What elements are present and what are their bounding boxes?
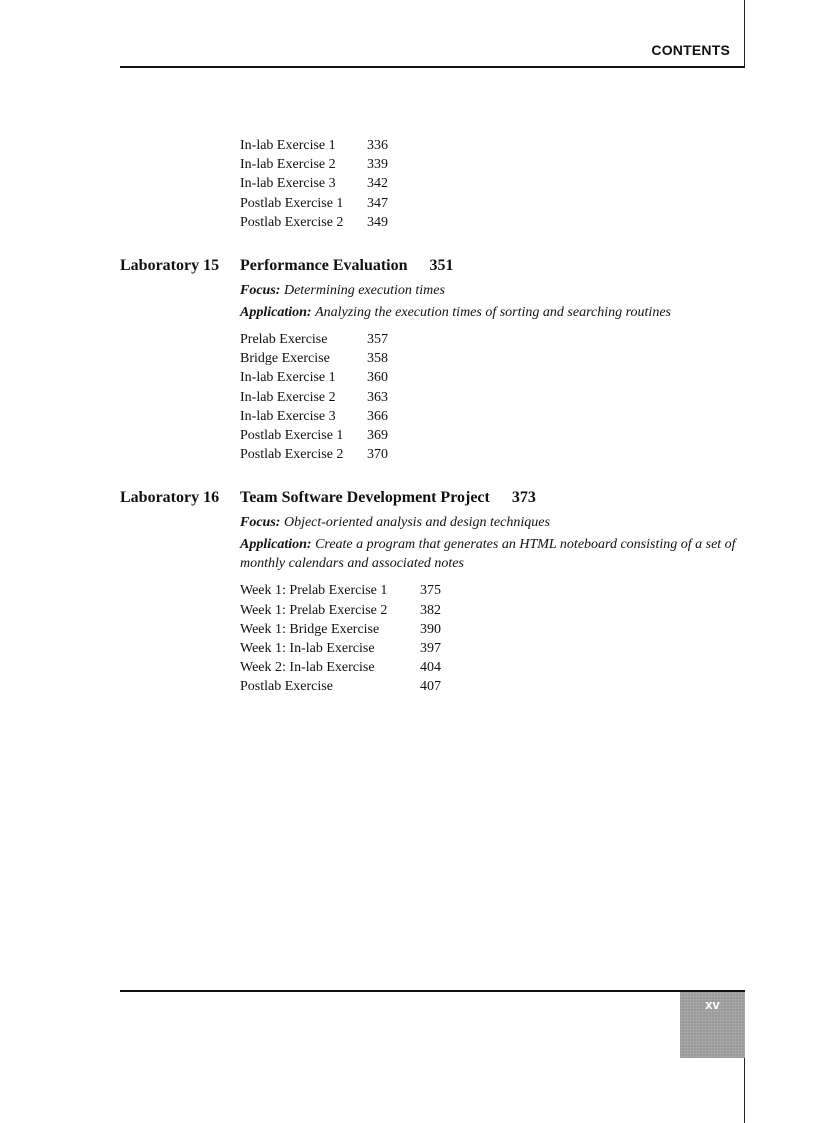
entry-label: Week 1: Prelab Exercise 2: [240, 602, 388, 618]
margin-line-top: [744, 0, 745, 68]
lab-title: Performance Evaluation: [240, 257, 408, 275]
entry-label: Week 1: In-lab Exercise: [240, 641, 375, 657]
entry-page: 375: [420, 583, 441, 599]
entry-label: Week 1: Prelab Exercise 1: [240, 583, 388, 599]
page-number-tab: [680, 992, 745, 1058]
entry-page: 370: [367, 447, 388, 463]
lab-application: [240, 535, 750, 573]
running-head: CONTENTS: [651, 42, 730, 58]
entry-label: In-lab Exercise 2: [240, 157, 336, 173]
toc-entry[interactable]: [240, 388, 750, 407]
entry-label: In-lab Exercise 1: [240, 138, 336, 153]
entry-label: In-lab Exercise 2: [240, 389, 336, 405]
toc-entry[interactable]: [240, 349, 750, 368]
lab-focus: [240, 281, 750, 300]
toc-entry[interactable]: [240, 136, 750, 155]
toc-entry[interactable]: [240, 426, 750, 445]
entry-label: Week 1: Bridge Exercise: [240, 621, 380, 637]
entry-page: 382: [420, 602, 441, 618]
entry-page: 358: [367, 351, 388, 367]
lab-page: 351: [429, 257, 454, 275]
header-rule: [120, 66, 745, 68]
focus-label: Focus:: [240, 283, 281, 299]
toc-entry[interactable]: [240, 213, 750, 232]
entry-label: Postlab Exercise 1: [240, 195, 344, 211]
application-label: Application:: [240, 305, 312, 321]
entry-page: 360: [367, 370, 388, 386]
application-label: Application:: [240, 537, 312, 553]
lab-title-row[interactable]: [240, 486, 750, 510]
toc-entry[interactable]: [240, 194, 750, 213]
entry-page: 369: [367, 428, 388, 444]
entry-page: 407: [420, 679, 441, 695]
lab-section-16: [120, 486, 750, 696]
lab-title-row[interactable]: [240, 254, 750, 278]
entry-label: In-lab Exercise 1: [240, 370, 336, 386]
toc-entry[interactable]: [240, 174, 750, 193]
entry-label: Bridge Exercise: [240, 351, 330, 367]
toc-entry[interactable]: [240, 581, 750, 600]
toc-entry[interactable]: [240, 407, 750, 426]
entry-page: 342: [367, 176, 388, 192]
entry-label: In-lab Exercise 3: [240, 408, 336, 424]
entry-label: Week 2: In-lab Exercise: [240, 660, 375, 676]
application-text: Create a program that generates an HTML noteboard consisting of a set of monthly calendars and associated notes: [240, 537, 736, 572]
toc-entry[interactable]: [240, 620, 750, 639]
entry-label: In-lab Exercise 3: [240, 176, 336, 192]
entry-page: 347: [367, 195, 388, 211]
entry-page: 366: [367, 408, 388, 424]
lab-label: Laboratory 15: [120, 257, 220, 275]
lab-title: Team Software Development Project: [240, 489, 490, 507]
page-number: xv: [705, 997, 720, 1012]
lab-items: [240, 581, 750, 696]
entry-page: 349: [367, 214, 388, 230]
toc-entry[interactable]: [240, 155, 750, 174]
margin-line-bottom: [744, 1058, 745, 1123]
lab-page: 373: [511, 489, 536, 507]
entry-page: 404: [420, 660, 441, 676]
entry-page: 357: [367, 332, 388, 348]
toc-entry[interactable]: [240, 445, 750, 464]
lab-items: [240, 330, 750, 464]
entry-page: 336: [367, 138, 388, 153]
toc-entry[interactable]: [240, 601, 750, 620]
entry-page: 339: [367, 157, 388, 173]
entry-label: Postlab Exercise: [240, 679, 333, 695]
lab-label: Laboratory 16: [120, 489, 220, 507]
focus-label: Focus:: [240, 515, 281, 531]
lab-application: [240, 303, 750, 322]
entry-label: Postlab Exercise 2: [240, 447, 344, 463]
entry-page: 397: [420, 641, 441, 657]
toc-entry[interactable]: [240, 677, 750, 696]
footer-rule: [120, 990, 745, 992]
entry-label: Postlab Exercise 1: [240, 428, 344, 444]
toc-content: [120, 136, 750, 697]
toc-entry[interactable]: [240, 639, 750, 658]
toc-entry[interactable]: [240, 368, 750, 387]
entry-label: Postlab Exercise 2: [240, 214, 344, 230]
entry-label: Prelab Exercise: [240, 332, 328, 348]
lab-section-15: [120, 254, 750, 464]
lab-focus: [240, 513, 750, 532]
toc-entry[interactable]: [240, 658, 750, 677]
entry-page: 363: [367, 389, 388, 405]
toc-entry[interactable]: [240, 330, 750, 349]
focus-text: Determining execution times: [283, 283, 445, 299]
continued-items: [240, 136, 750, 232]
application-text: Analyzing the execution times of sorting and searching routines: [315, 305, 671, 321]
focus-text: Object-oriented analysis and design techniques: [283, 515, 550, 531]
entry-page: 390: [420, 621, 441, 637]
